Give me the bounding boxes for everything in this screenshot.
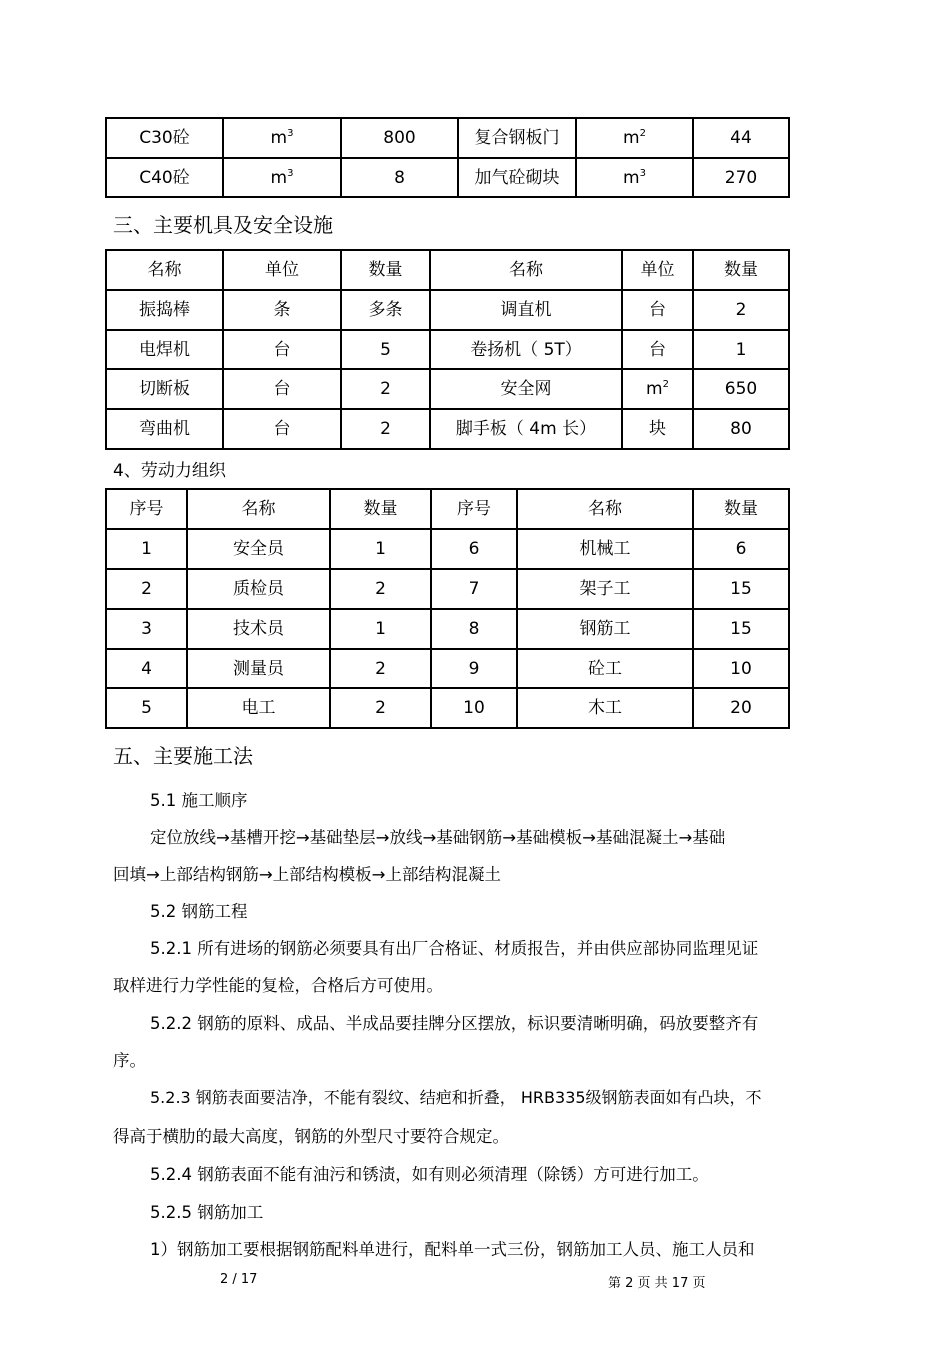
- material-unit: $m^2$: [576, 118, 693, 158]
- material-unit: $m^3$: [576, 158, 693, 197]
- paragraph-line: 1）钢筋加工要根据钢筋配料单进行，配料单一式三份，钢筋加工人员、施工人员和: [150, 1240, 755, 1259]
- table-row: [106, 409, 789, 449]
- labor-seq: 6: [431, 529, 517, 569]
- paragraph-line: 定位放线→基槽开挖→基础垫层→放线→基础钢筋→基础模板→基础混凝土→基础: [150, 828, 726, 847]
- table-row: [106, 649, 789, 688]
- equipment-unit: 台: [223, 409, 341, 449]
- labor-seq: 10: [431, 688, 517, 728]
- table-header-row: [106, 489, 789, 529]
- table-row: [106, 118, 789, 158]
- subsection-5-1-title: 5.1 施工顺序: [150, 791, 248, 810]
- equipment-qty: 1: [693, 330, 789, 369]
- equipment-unit: 台: [223, 330, 341, 369]
- table-row: [106, 290, 789, 330]
- subsection-5-2-title: 5.2 钢筋工程: [150, 902, 248, 921]
- labor-name: 架子工: [517, 569, 693, 609]
- column-header: 序号: [431, 489, 517, 529]
- material-qty: 800: [341, 118, 458, 158]
- labor-name: 测量员: [187, 649, 330, 688]
- material-unit: $m^3$: [223, 158, 341, 197]
- equipment-unit: $m^2$: [622, 369, 693, 409]
- material-name: 加气砼砌块: [458, 158, 576, 197]
- page-number-right: 第 2 页 共 17 页: [608, 1276, 706, 1291]
- labor-qty: 2: [330, 688, 431, 728]
- labor-seq: 3: [106, 609, 187, 649]
- labor-name: 机械工: [517, 529, 693, 569]
- material-qty: 270: [693, 158, 789, 197]
- section-5-heading: 五、主要施工法: [113, 744, 253, 768]
- column-header: 数量: [330, 489, 431, 529]
- labor-name: 电工: [187, 688, 330, 728]
- material-name: C40砼: [106, 158, 223, 197]
- equipment-qty: 5: [341, 330, 430, 369]
- table-row: [106, 330, 789, 369]
- labor-name: 安全员: [187, 529, 330, 569]
- labor-name: 木工: [517, 688, 693, 728]
- equipment-qty: 2: [341, 369, 430, 409]
- table-row: [106, 529, 789, 569]
- table-row: [106, 369, 789, 409]
- equipment-unit: 条: [223, 290, 341, 330]
- table-row: [106, 609, 789, 649]
- table-row: [106, 569, 789, 609]
- labor-qty: 2: [330, 649, 431, 688]
- labor-seq: 2: [106, 569, 187, 609]
- equipment-name: 切断板: [106, 369, 223, 409]
- equipment-unit: 台: [622, 290, 693, 330]
- labor-qty: 15: [693, 609, 789, 649]
- column-header: 序号: [106, 489, 187, 529]
- subsection-5-2-5-title: 5.2.5 钢筋加工: [150, 1203, 264, 1222]
- equipment-name: 弯曲机: [106, 409, 223, 449]
- column-header: 单位: [622, 250, 693, 290]
- material-name: C30砼: [106, 118, 223, 158]
- paragraph-line: 序。: [113, 1051, 146, 1070]
- section-3-heading: 三、主要机具及安全设施: [113, 213, 333, 237]
- labor-seq: 4: [106, 649, 187, 688]
- equipment-name: 脚手板（ 4m 长）: [430, 409, 622, 449]
- material-unit: $m^3$: [223, 118, 341, 158]
- labor-name: 钢筋工: [517, 609, 693, 649]
- equipment-table: [105, 249, 790, 450]
- column-header: 名称: [430, 250, 622, 290]
- paragraph-line: 回填→上部结构钢筋→上部结构模板→上部结构混凝土: [113, 865, 501, 884]
- column-header: 数量: [693, 489, 789, 529]
- equipment-unit: 台: [622, 330, 693, 369]
- equipment-name: 调直机: [430, 290, 622, 330]
- labor-seq: 9: [431, 649, 517, 688]
- equipment-qty: 650: [693, 369, 789, 409]
- table-header-row: [106, 250, 789, 290]
- labor-seq: 1: [106, 529, 187, 569]
- labor-qty: 2: [330, 569, 431, 609]
- equipment-qty: 80: [693, 409, 789, 449]
- material-name: 复合钢板门: [458, 118, 576, 158]
- equipment-name: 电焊机: [106, 330, 223, 369]
- paragraph-line: 取样进行力学性能的复检，合格后方可使用。: [113, 976, 443, 995]
- labor-qty: 1: [330, 609, 431, 649]
- table-row: [106, 158, 789, 197]
- column-header: 名称: [106, 250, 223, 290]
- column-header: 单位: [223, 250, 341, 290]
- equipment-qty: 多条: [341, 290, 430, 330]
- paragraph-line: 5.2.2 钢筋的原料、成品、半成品要挂牌分区摆放，标识要清晰明确，码放要整齐有: [150, 1014, 759, 1033]
- labor-table: [105, 488, 790, 729]
- paragraph-line: 5.2.3 钢筋表面要洁净，不能有裂纹、结疤和折叠， HRB335级钢筋表面如有凸块，不: [150, 1088, 762, 1107]
- labor-seq: 8: [431, 609, 517, 649]
- materials-table: [105, 117, 790, 198]
- equipment-qty: 2: [341, 409, 430, 449]
- labor-qty: 6: [693, 529, 789, 569]
- paragraph-line: 得高于横肋的最大高度，钢筋的外型尺寸要符合规定。: [113, 1127, 509, 1146]
- labor-qty: 15: [693, 569, 789, 609]
- labor-name: 质检员: [187, 569, 330, 609]
- labor-seq: 7: [431, 569, 517, 609]
- material-qty: 44: [693, 118, 789, 158]
- column-header: 数量: [693, 250, 789, 290]
- column-header: 名称: [187, 489, 330, 529]
- labor-name: 技术员: [187, 609, 330, 649]
- equipment-name: 安全网: [430, 369, 622, 409]
- equipment-unit: 台: [223, 369, 341, 409]
- page-number-left: 2 / 17: [220, 1272, 258, 1287]
- labor-qty: 10: [693, 649, 789, 688]
- labor-seq: 5: [106, 688, 187, 728]
- column-header: 名称: [517, 489, 693, 529]
- equipment-qty: 2: [693, 290, 789, 330]
- labor-name: 砼工: [517, 649, 693, 688]
- labor-qty: 1: [330, 529, 431, 569]
- section-4-heading: 4、劳动力组织: [113, 461, 226, 481]
- equipment-name: 振捣棒: [106, 290, 223, 330]
- labor-qty: 20: [693, 688, 789, 728]
- table-row: [106, 688, 789, 728]
- equipment-name: 卷扬机（ 5T）: [430, 330, 622, 369]
- paragraph-line: 5.2.4 钢筋表面不能有油污和锈渍，如有则必须清理（除锈）方可进行加工。: [150, 1165, 709, 1184]
- equipment-unit: 块: [622, 409, 693, 449]
- paragraph-line: 5.2.1 所有进场的钢筋必须要具有出厂合格证、材质报告，并由供应部协同监理见证: [150, 939, 759, 958]
- material-qty: 8: [341, 158, 458, 197]
- column-header: 数量: [341, 250, 430, 290]
